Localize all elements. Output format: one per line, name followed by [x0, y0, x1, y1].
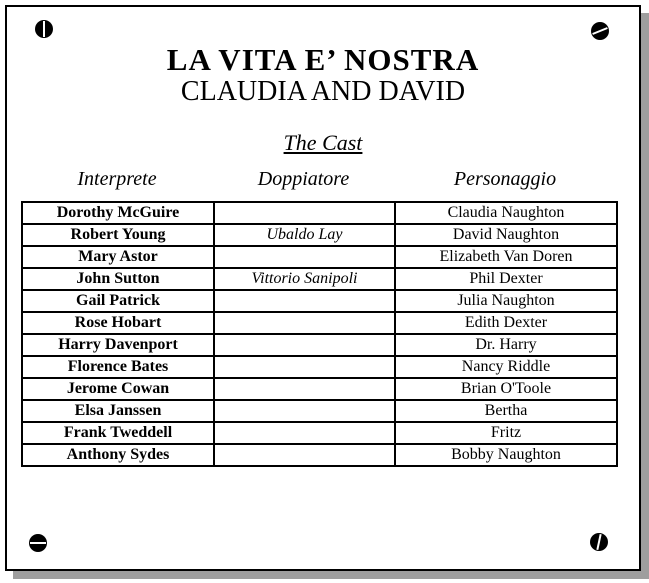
cast-cell-personaggio: Bobby Naughton: [395, 444, 617, 466]
table-column-headers: [21, 167, 616, 191]
screw-slot: [592, 27, 608, 35]
cast-cell-interprete: Anthony Sydes: [22, 444, 214, 466]
cast-cell-doppiatore: [214, 378, 395, 400]
cast-cell-interprete: Frank Tweddell: [22, 422, 214, 444]
cast-cell-interprete: Robert Young: [22, 224, 214, 246]
column-header-interprete: Interprete: [77, 168, 157, 190]
cast-cell-doppiatore: [214, 202, 395, 224]
cast-table: [21, 201, 618, 467]
table-row: [22, 444, 617, 466]
cast-cell-doppiatore: [214, 334, 395, 356]
screw-icon-bottom-right: [590, 533, 608, 551]
cast-cell-personaggio: Julia Naughton: [395, 290, 617, 312]
section-heading: [7, 130, 639, 156]
screw-slot: [596, 534, 601, 550]
section-heading-text: The Cast: [283, 130, 363, 155]
table-row: [22, 356, 617, 378]
cast-cell-personaggio: Elizabeth Van Doren: [395, 246, 617, 268]
table-row: [22, 246, 617, 268]
cast-cell-interprete: Gail Patrick: [22, 290, 214, 312]
cast-cell-doppiatore: [214, 312, 395, 334]
cast-cell-interprete: Dorothy McGuire: [22, 202, 214, 224]
cast-cell-doppiatore: [214, 400, 395, 422]
cast-cell-personaggio: Nancy Riddle: [395, 356, 617, 378]
table-row: [22, 224, 617, 246]
cast-cell-doppiatore: [214, 246, 395, 268]
movie-subtitle: CLAUDIA AND DAVID: [180, 76, 466, 107]
cast-cell-interprete: Rose Hobart: [22, 312, 214, 334]
cast-cell-doppiatore: [214, 422, 395, 444]
table-row: [22, 268, 617, 290]
cast-cell-interprete: Jerome Cowan: [22, 378, 214, 400]
cast-card-panel: [5, 5, 641, 571]
cast-cell-interprete: John Sutton: [22, 268, 214, 290]
cast-cell-personaggio: Dr. Harry: [395, 334, 617, 356]
cast-cell-personaggio: David Naughton: [395, 224, 617, 246]
table-row: [22, 400, 617, 422]
column-header-doppiatore: Doppiatore: [257, 168, 350, 190]
cast-cell-interprete: Elsa Janssen: [22, 400, 214, 422]
column-header-personaggio: Personaggio: [453, 168, 557, 190]
cast-cell-personaggio: Edith Dexter: [395, 312, 617, 334]
cast-cell-personaggio: Bertha: [395, 400, 617, 422]
cast-cell-personaggio: Claudia Naughton: [395, 202, 617, 224]
cast-cell-personaggio: Brian O'Toole: [395, 378, 617, 400]
cast-cell-doppiatore: [214, 444, 395, 466]
cast-cell-personaggio: Fritz: [395, 422, 617, 444]
cast-cell-personaggio: Phil Dexter: [395, 268, 617, 290]
cast-cell-doppiatore: Vittorio Sanipoli: [214, 268, 395, 290]
cast-cell-interprete: Mary Astor: [22, 246, 214, 268]
screw-icon-bottom-left: [29, 534, 47, 552]
table-row: [22, 290, 617, 312]
screw-slot: [30, 542, 46, 544]
screw-icon-top-right: [591, 22, 609, 40]
table-row: [22, 312, 617, 334]
table-row: [22, 334, 617, 356]
cast-cell-doppiatore: [214, 290, 395, 312]
table-row: [22, 422, 617, 444]
table-row: [22, 378, 617, 400]
cast-cell-interprete: Florence Bates: [22, 356, 214, 378]
cast-cell-doppiatore: Ubaldo Lay: [214, 224, 395, 246]
movie-title: LA VITA E’ NOSTRA: [166, 42, 480, 77]
cast-cell-interprete: Harry Davenport: [22, 334, 214, 356]
table-row: [22, 202, 617, 224]
screw-slot: [43, 21, 45, 37]
cast-cell-doppiatore: [214, 356, 395, 378]
screw-icon-top-left: [35, 20, 53, 38]
